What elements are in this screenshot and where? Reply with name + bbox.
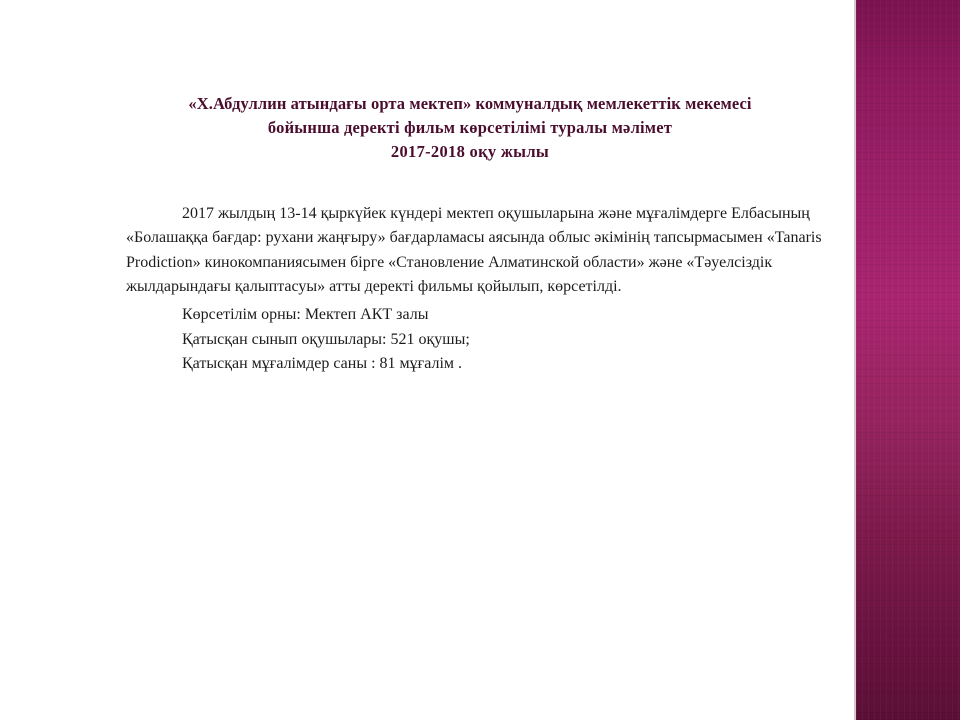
body-line-place: Көрсетілім орны: Мектеп АКТ залы [182,306,429,324]
slide-title [120,92,820,164]
band-edge-divider [854,0,856,720]
title-line-2: бойынша деректі фильм көрсетілімі туралы мәлімет [267,117,673,137]
body-line-students: Қатысқан сынып оқушылары: 521 оқушы; [182,330,470,348]
title-line-3: 2017-2018 оқу жылы [390,141,550,161]
decorative-right-band [856,0,960,720]
title-line-1: «Х.Абдуллин атындағы орта мектеп» коммуналдық мемлекеттік мекемесі [188,94,752,113]
body-paragraph-main: 2017 жылдың 13-14 қыркүйек күндері мектеп оқушыларына және мұғалімдерге Елбасының «Болашаққа бағдар: рухани жаңғыру» бағдарламасы аясында облыс әкімінің тапсырмасымен «Tanaris Prodiction» кинокомпаниясымен бірге «Становление Алматинской области» және «Тәуелсіздік жылдарындағы қалыптасуы» атты деректі фильмы қойылып, көрсетілді. [126,205,822,295]
body-line-teachers: Қатысқан мұғалімдер саны : 81 мұғалім . [182,354,463,372]
slide-body [126,202,826,376]
